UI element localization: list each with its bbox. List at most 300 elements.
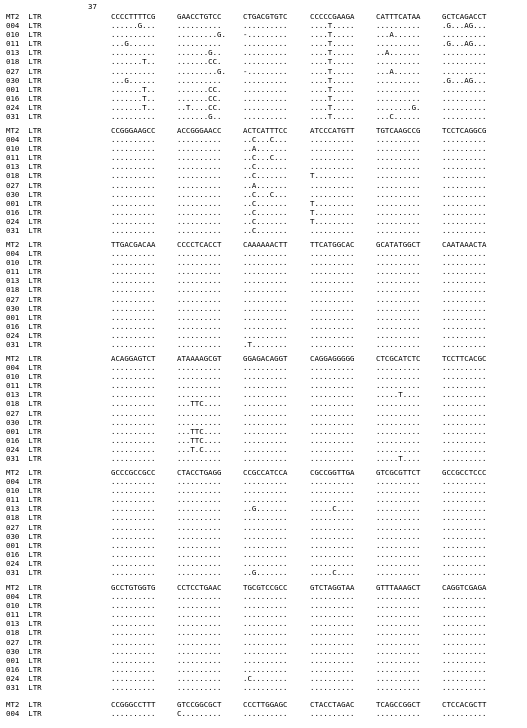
sequence-segment: .......... <box>177 189 222 199</box>
sequence-segment: .......... <box>376 531 421 541</box>
sequence-segment: .......... <box>111 709 156 719</box>
sequence-segment: ...TTC.... <box>177 426 222 436</box>
sequence-segment: .......... <box>111 330 156 340</box>
sequence-segment: .......... <box>243 531 288 541</box>
sequence-segment: .......... <box>442 162 487 172</box>
sequence-segment: .......... <box>177 258 222 268</box>
sequence-segment: .......... <box>111 153 156 163</box>
sequence-segment: .......... <box>310 180 355 190</box>
sequence-segment: .......... <box>376 135 421 145</box>
sequence-segment: .......... <box>310 435 355 445</box>
page-number: 37 <box>88 2 97 11</box>
sequence-segment: GCCTGTGGTG <box>111 583 156 592</box>
sequence-segment: .......... <box>243 628 288 638</box>
sequence-segment: .......... <box>111 619 156 629</box>
sequence-segment: TCCTCAGGCG <box>442 126 487 135</box>
sequence-label: 027 LTR <box>6 180 42 190</box>
sequence-segment: .......T.. <box>111 57 156 67</box>
sequence-segment: .......... <box>111 513 156 523</box>
sequence-segment: .......... <box>243 399 288 409</box>
sequence-label: 018 LTR <box>6 57 42 67</box>
sequence-segment: .......... <box>177 372 222 382</box>
sequence-segment: .......... <box>376 610 421 620</box>
sequence-segment: .......... <box>442 610 487 620</box>
sequence-segment: .......... <box>310 628 355 638</box>
sequence-segment: .......... <box>243 477 288 487</box>
sequence-segment: .......... <box>243 303 288 313</box>
sequence-segment: .......... <box>243 709 288 719</box>
sequence-segment: ACCGGGAACC <box>177 126 222 135</box>
sequence-segment: .......... <box>177 226 222 236</box>
sequence-segment: .......... <box>243 426 288 436</box>
sequence-segment: .......... <box>243 592 288 602</box>
sequence-segment: .......... <box>111 321 156 331</box>
sequence-label: 011 LTR <box>6 153 42 163</box>
sequence-segment: .......... <box>442 66 487 76</box>
sequence-segment: .......... <box>111 180 156 190</box>
sequence-segment: ........G. <box>376 102 421 112</box>
sequence-segment: .......... <box>442 540 487 550</box>
sequence-label: 027 LTR <box>6 66 42 76</box>
sequence-segment: .......... <box>243 683 288 693</box>
sequence-segment: .......... <box>376 330 421 340</box>
sequence-segment: .......... <box>177 504 222 514</box>
sequence-segment: .......... <box>243 646 288 656</box>
sequence-segment: .......... <box>310 276 355 286</box>
sequence-segment: .......... <box>376 303 421 313</box>
sequence-segment: .......... <box>243 112 288 122</box>
sequence-segment: .......... <box>310 408 355 418</box>
sequence-segment: .......... <box>243 321 288 331</box>
sequence-segment: .......... <box>111 408 156 418</box>
sequence-segment: .......... <box>243 655 288 665</box>
sequence-segment: ....T..... <box>310 93 355 103</box>
sequence-label: 030 LTR <box>6 417 42 427</box>
sequence-segment: .......... <box>177 417 222 427</box>
sequence-segment: .......... <box>442 276 487 286</box>
sequence-segment: .......... <box>111 276 156 286</box>
sequence-segment: .......... <box>111 655 156 665</box>
sequence-label: 001 LTR <box>6 198 42 208</box>
sequence-segment: .......... <box>111 112 156 122</box>
sequence-segment: .......... <box>243 540 288 550</box>
sequence-segment: .......G.. <box>177 112 222 122</box>
sequence-segment: .......... <box>310 417 355 427</box>
sequence-segment: .......... <box>376 216 421 226</box>
sequence-segment: ......G... <box>111 21 156 31</box>
sequence-segment: .......... <box>111 294 156 304</box>
sequence-label: 016 LTR <box>6 321 42 331</box>
sequence-segment: .......... <box>177 75 222 85</box>
sequence-segment: .......... <box>442 363 487 373</box>
sequence-segment: .......... <box>376 294 421 304</box>
sequence-segment: .......... <box>177 522 222 532</box>
sequence-segment: .G...AG... <box>442 21 487 31</box>
sequence-segment: .......... <box>243 444 288 454</box>
sequence-label: 027 LTR <box>6 408 42 418</box>
sequence-segment: .......... <box>243 619 288 629</box>
sequence-segment: .......... <box>111 226 156 236</box>
sequence-label: MT2 LTR <box>6 12 42 21</box>
sequence-segment: .......... <box>111 144 156 154</box>
sequence-segment: T......... <box>310 198 355 208</box>
sequence-segment: ....T..... <box>310 48 355 58</box>
sequence-segment: .......... <box>310 372 355 382</box>
sequence-label: 010 LTR <box>6 258 42 268</box>
sequence-segment: .......... <box>243 363 288 373</box>
sequence-label: 031 LTR <box>6 226 42 236</box>
sequence-label: 004 LTR <box>6 249 42 259</box>
sequence-segment: .......... <box>310 330 355 340</box>
sequence-segment: .......... <box>442 592 487 602</box>
sequence-segment: .......... <box>376 673 421 683</box>
sequence-segment: .......... <box>376 504 421 514</box>
sequence-segment: .......... <box>376 198 421 208</box>
sequence-label: MT2 LTR <box>6 700 42 709</box>
sequence-segment: .......... <box>442 330 487 340</box>
sequence-segment: .......... <box>177 321 222 331</box>
sequence-label: 010 LTR <box>6 144 42 154</box>
sequence-segment: .......... <box>111 285 156 295</box>
sequence-segment: .......... <box>111 48 156 58</box>
sequence-label: 016 LTR <box>6 207 42 217</box>
sequence-segment: .......... <box>177 408 222 418</box>
sequence-segment: ..T....CC. <box>177 102 222 112</box>
sequence-segment: .......... <box>177 216 222 226</box>
sequence-segment: .......... <box>310 444 355 454</box>
sequence-segment: .......... <box>111 610 156 620</box>
sequence-segment: .......... <box>376 39 421 49</box>
sequence-segment: .......... <box>310 340 355 350</box>
sequence-segment: .......... <box>376 540 421 550</box>
sequence-segment: .......... <box>376 709 421 719</box>
sequence-segment: .......... <box>442 340 487 350</box>
sequence-segment: .......... <box>376 426 421 436</box>
sequence-segment: GAACCTGTCC <box>177 12 222 21</box>
sequence-segment: .......... <box>310 655 355 665</box>
sequence-segment: GTCCGGCGCT <box>177 700 222 709</box>
sequence-segment: .......... <box>442 655 487 665</box>
sequence-segment: .......... <box>243 330 288 340</box>
sequence-segment: .......... <box>177 486 222 496</box>
sequence-segment: .......... <box>243 267 288 277</box>
sequence-segment: .......... <box>376 57 421 67</box>
sequence-segment: .......... <box>243 558 288 568</box>
sequence-segment: .......... <box>177 21 222 31</box>
sequence-segment: ..C....... <box>243 216 288 226</box>
sequence-segment: .......... <box>177 285 222 295</box>
sequence-segment: CTCGCATCTC <box>376 354 421 363</box>
sequence-segment: .......... <box>111 549 156 559</box>
sequence-segment: .......... <box>177 628 222 638</box>
sequence-segment: T......... <box>310 216 355 226</box>
sequence-segment: .......... <box>111 258 156 268</box>
sequence-segment: TCCTTCACGC <box>442 354 487 363</box>
sequence-segment: .......... <box>243 601 288 611</box>
sequence-label: 024 LTR <box>6 216 42 226</box>
sequence-segment: CCTCCTGAAC <box>177 583 222 592</box>
sequence-segment: .......... <box>376 171 421 181</box>
sequence-segment: .......... <box>310 709 355 719</box>
sequence-segment: .......... <box>442 102 487 112</box>
sequence-segment: .......... <box>442 321 487 331</box>
sequence-segment: ....T..... <box>310 66 355 76</box>
sequence-segment: .......... <box>376 646 421 656</box>
sequence-segment: .......... <box>177 592 222 602</box>
sequence-segment: .......... <box>376 601 421 611</box>
sequence-label: 013 LTR <box>6 504 42 514</box>
sequence-segment: ..C....... <box>243 198 288 208</box>
sequence-segment: .......... <box>376 363 421 373</box>
sequence-segment: .......... <box>310 637 355 647</box>
sequence-segment: .......... <box>243 486 288 496</box>
sequence-segment: ....T..... <box>310 57 355 67</box>
sequence-segment: .......... <box>111 249 156 259</box>
sequence-label: 001 LTR <box>6 84 42 94</box>
sequence-segment: .......... <box>111 381 156 391</box>
sequence-segment: .......... <box>442 312 487 322</box>
sequence-label: 004 LTR <box>6 709 42 719</box>
sequence-segment: .......... <box>376 435 421 445</box>
sequence-segment: .......... <box>177 135 222 145</box>
sequence-segment: .......... <box>442 444 487 454</box>
sequence-segment: .......... <box>243 637 288 647</box>
sequence-segment: .......... <box>243 249 288 259</box>
sequence-segment: .......... <box>177 619 222 629</box>
sequence-segment: .......... <box>376 180 421 190</box>
sequence-segment: .......... <box>177 673 222 683</box>
sequence-segment: .......... <box>310 381 355 391</box>
sequence-segment: .......... <box>243 312 288 322</box>
sequence-segment: .......... <box>442 417 487 427</box>
sequence-segment: .......... <box>177 390 222 400</box>
sequence-label: 030 LTR <box>6 75 42 85</box>
sequence-segment: .......... <box>111 444 156 454</box>
sequence-segment: ..A....... <box>243 180 288 190</box>
sequence-segment: .......... <box>243 57 288 67</box>
sequence-label: 011 LTR <box>6 381 42 391</box>
sequence-label: 001 LTR <box>6 312 42 322</box>
sequence-segment: .......... <box>442 435 487 445</box>
sequence-segment: .......... <box>111 426 156 436</box>
sequence-segment: .......... <box>111 646 156 656</box>
sequence-segment: GCTCAGACCT <box>442 12 487 21</box>
sequence-segment: .......... <box>177 294 222 304</box>
sequence-segment: .......... <box>243 258 288 268</box>
sequence-segment: .......... <box>243 513 288 523</box>
sequence-segment: .......... <box>310 189 355 199</box>
sequence-segment: .......... <box>310 258 355 268</box>
sequence-segment: ....T..... <box>310 84 355 94</box>
sequence-segment: C......... <box>177 709 222 719</box>
sequence-segment: .......... <box>376 93 421 103</box>
sequence-segment: CCCCTCACCT <box>177 240 222 249</box>
sequence-segment: CCGGGAAGCC <box>111 126 156 135</box>
sequence-segment: .......... <box>111 558 156 568</box>
sequence-segment: .......... <box>177 207 222 217</box>
sequence-segment: .......... <box>376 340 421 350</box>
sequence-segment: .......... <box>111 486 156 496</box>
sequence-label: 031 LTR <box>6 340 42 350</box>
sequence-segment: .......... <box>243 39 288 49</box>
sequence-segment: ...G...... <box>111 75 156 85</box>
sequence-segment: .......... <box>111 399 156 409</box>
sequence-segment: .......... <box>376 207 421 217</box>
sequence-segment: T......... <box>310 171 355 181</box>
sequence-segment: .......... <box>310 558 355 568</box>
sequence-segment: .......... <box>310 646 355 656</box>
sequence-segment: .......... <box>376 372 421 382</box>
sequence-label: 018 LTR <box>6 171 42 181</box>
sequence-label: 013 LTR <box>6 162 42 172</box>
sequence-segment: .......... <box>111 664 156 674</box>
sequence-segment: ACAGGAGTCT <box>111 354 156 363</box>
sequence-segment: .......... <box>310 592 355 602</box>
sequence-segment: .......... <box>177 312 222 322</box>
sequence-segment: .......... <box>376 84 421 94</box>
sequence-segment: .......... <box>111 504 156 514</box>
sequence-segment: .......... <box>177 646 222 656</box>
sequence-segment: .......... <box>442 646 487 656</box>
sequence-segment: .......... <box>442 303 487 313</box>
sequence-segment: .......... <box>442 568 487 578</box>
sequence-segment: CAAAAAACTT <box>243 240 288 249</box>
sequence-segment: ..A....... <box>243 144 288 154</box>
sequence-segment: .......... <box>111 340 156 350</box>
sequence-segment: ...T.C.... <box>177 444 222 454</box>
sequence-segment: .......... <box>442 531 487 541</box>
sequence-segment: ..C....... <box>243 171 288 181</box>
sequence-segment: CATTTCATAA <box>376 12 421 21</box>
sequence-segment: .......... <box>177 601 222 611</box>
sequence-segment: CTACCTGAGG <box>177 468 222 477</box>
sequence-segment: .......... <box>442 522 487 532</box>
sequence-segment: ...A...... <box>376 30 421 40</box>
sequence-label: 031 LTR <box>6 112 42 122</box>
sequence-segment: .......... <box>310 673 355 683</box>
sequence-label: 013 LTR <box>6 619 42 629</box>
sequence-segment: .....T.... <box>376 390 421 400</box>
sequence-segment: .......... <box>310 531 355 541</box>
sequence-segment: .......... <box>243 48 288 58</box>
sequence-label: 010 LTR <box>6 601 42 611</box>
sequence-segment: ..G....... <box>243 504 288 514</box>
sequence-segment: CTGACGTGTC <box>243 12 288 21</box>
sequence-label: 030 LTR <box>6 646 42 656</box>
sequence-label: 018 LTR <box>6 285 42 295</box>
sequence-label: 024 LTR <box>6 330 42 340</box>
sequence-segment: ..A....... <box>376 48 421 58</box>
sequence-segment: .......... <box>310 610 355 620</box>
sequence-segment: .......... <box>243 522 288 532</box>
sequence-segment: .......... <box>177 637 222 647</box>
sequence-label: 013 LTR <box>6 48 42 58</box>
sequence-segment: .......... <box>111 417 156 427</box>
sequence-segment: .......... <box>111 531 156 541</box>
sequence-segment: .......... <box>177 171 222 181</box>
sequence-segment: .......... <box>243 454 288 464</box>
sequence-segment: CCCCCGAAGA <box>310 12 355 21</box>
sequence-segment: ..C...C... <box>243 189 288 199</box>
sequence-segment: .......... <box>310 683 355 693</box>
sequence-segment: .......... <box>442 144 487 154</box>
sequence-segment: .......... <box>243 294 288 304</box>
sequence-segment: .......... <box>376 486 421 496</box>
sequence-segment: .......CC. <box>177 93 222 103</box>
sequence-segment: .......... <box>376 144 421 154</box>
sequence-label: 024 LTR <box>6 673 42 683</box>
sequence-segment: .......... <box>376 637 421 647</box>
sequence-segment: .......... <box>177 276 222 286</box>
sequence-segment: .......... <box>111 673 156 683</box>
sequence-segment: .G...AG... <box>442 75 487 85</box>
sequence-segment: .......... <box>177 477 222 487</box>
sequence-segment: .......... <box>111 601 156 611</box>
sequence-segment: ....T..... <box>310 30 355 40</box>
sequence-label: 016 LTR <box>6 435 42 445</box>
sequence-segment: .......... <box>442 495 487 505</box>
sequence-segment: .......... <box>310 426 355 436</box>
sequence-segment: .......... <box>177 540 222 550</box>
sequence-segment: ..C....... <box>243 207 288 217</box>
sequence-segment: .......... <box>442 249 487 259</box>
sequence-segment: .......... <box>111 435 156 445</box>
sequence-segment: ...TTC.... <box>177 399 222 409</box>
sequence-segment: .......... <box>243 408 288 418</box>
sequence-segment: ...A...... <box>376 66 421 76</box>
sequence-segment: .......... <box>442 48 487 58</box>
sequence-segment: .......... <box>111 312 156 322</box>
sequence-label: 018 LTR <box>6 513 42 523</box>
sequence-segment: .......... <box>243 495 288 505</box>
sequence-segment: .......... <box>243 610 288 620</box>
sequence-segment: .......CC. <box>177 84 222 94</box>
sequence-segment: CTCCACGCTT <box>442 700 487 709</box>
sequence-segment: ....T..... <box>310 39 355 49</box>
sequence-segment: .......... <box>177 683 222 693</box>
sequence-segment: .......... <box>442 619 487 629</box>
sequence-segment: .......... <box>376 249 421 259</box>
sequence-segment: CAATAAACTA <box>442 240 487 249</box>
sequence-segment: .......... <box>243 372 288 382</box>
sequence-segment: .......... <box>111 198 156 208</box>
sequence-segment: .......... <box>310 226 355 236</box>
sequence-segment: .......... <box>177 381 222 391</box>
sequence-segment: .......... <box>243 75 288 85</box>
sequence-segment: .......... <box>442 504 487 514</box>
sequence-segment: .......... <box>442 180 487 190</box>
sequence-segment: .......... <box>243 549 288 559</box>
sequence-segment: .......... <box>376 655 421 665</box>
sequence-segment: .......... <box>442 477 487 487</box>
sequence-segment: .......... <box>111 683 156 693</box>
sequence-label: 013 LTR <box>6 276 42 286</box>
sequence-segment: .......... <box>310 285 355 295</box>
sequence-label: 030 LTR <box>6 189 42 199</box>
sequence-segment: .......... <box>111 303 156 313</box>
sequence-segment: .......... <box>442 558 487 568</box>
sequence-segment: .......... <box>442 216 487 226</box>
sequence-segment: CAGGTCGAGA <box>442 583 487 592</box>
sequence-segment: .......... <box>442 267 487 277</box>
sequence-segment: .......... <box>310 549 355 559</box>
sequence-segment: GTTTAAAGCT <box>376 583 421 592</box>
sequence-segment: .......... <box>177 267 222 277</box>
sequence-segment: .......G.. <box>177 48 222 58</box>
sequence-label: 004 LTR <box>6 477 42 487</box>
sequence-segment: .......... <box>111 637 156 647</box>
sequence-segment: .C........ <box>243 673 288 683</box>
